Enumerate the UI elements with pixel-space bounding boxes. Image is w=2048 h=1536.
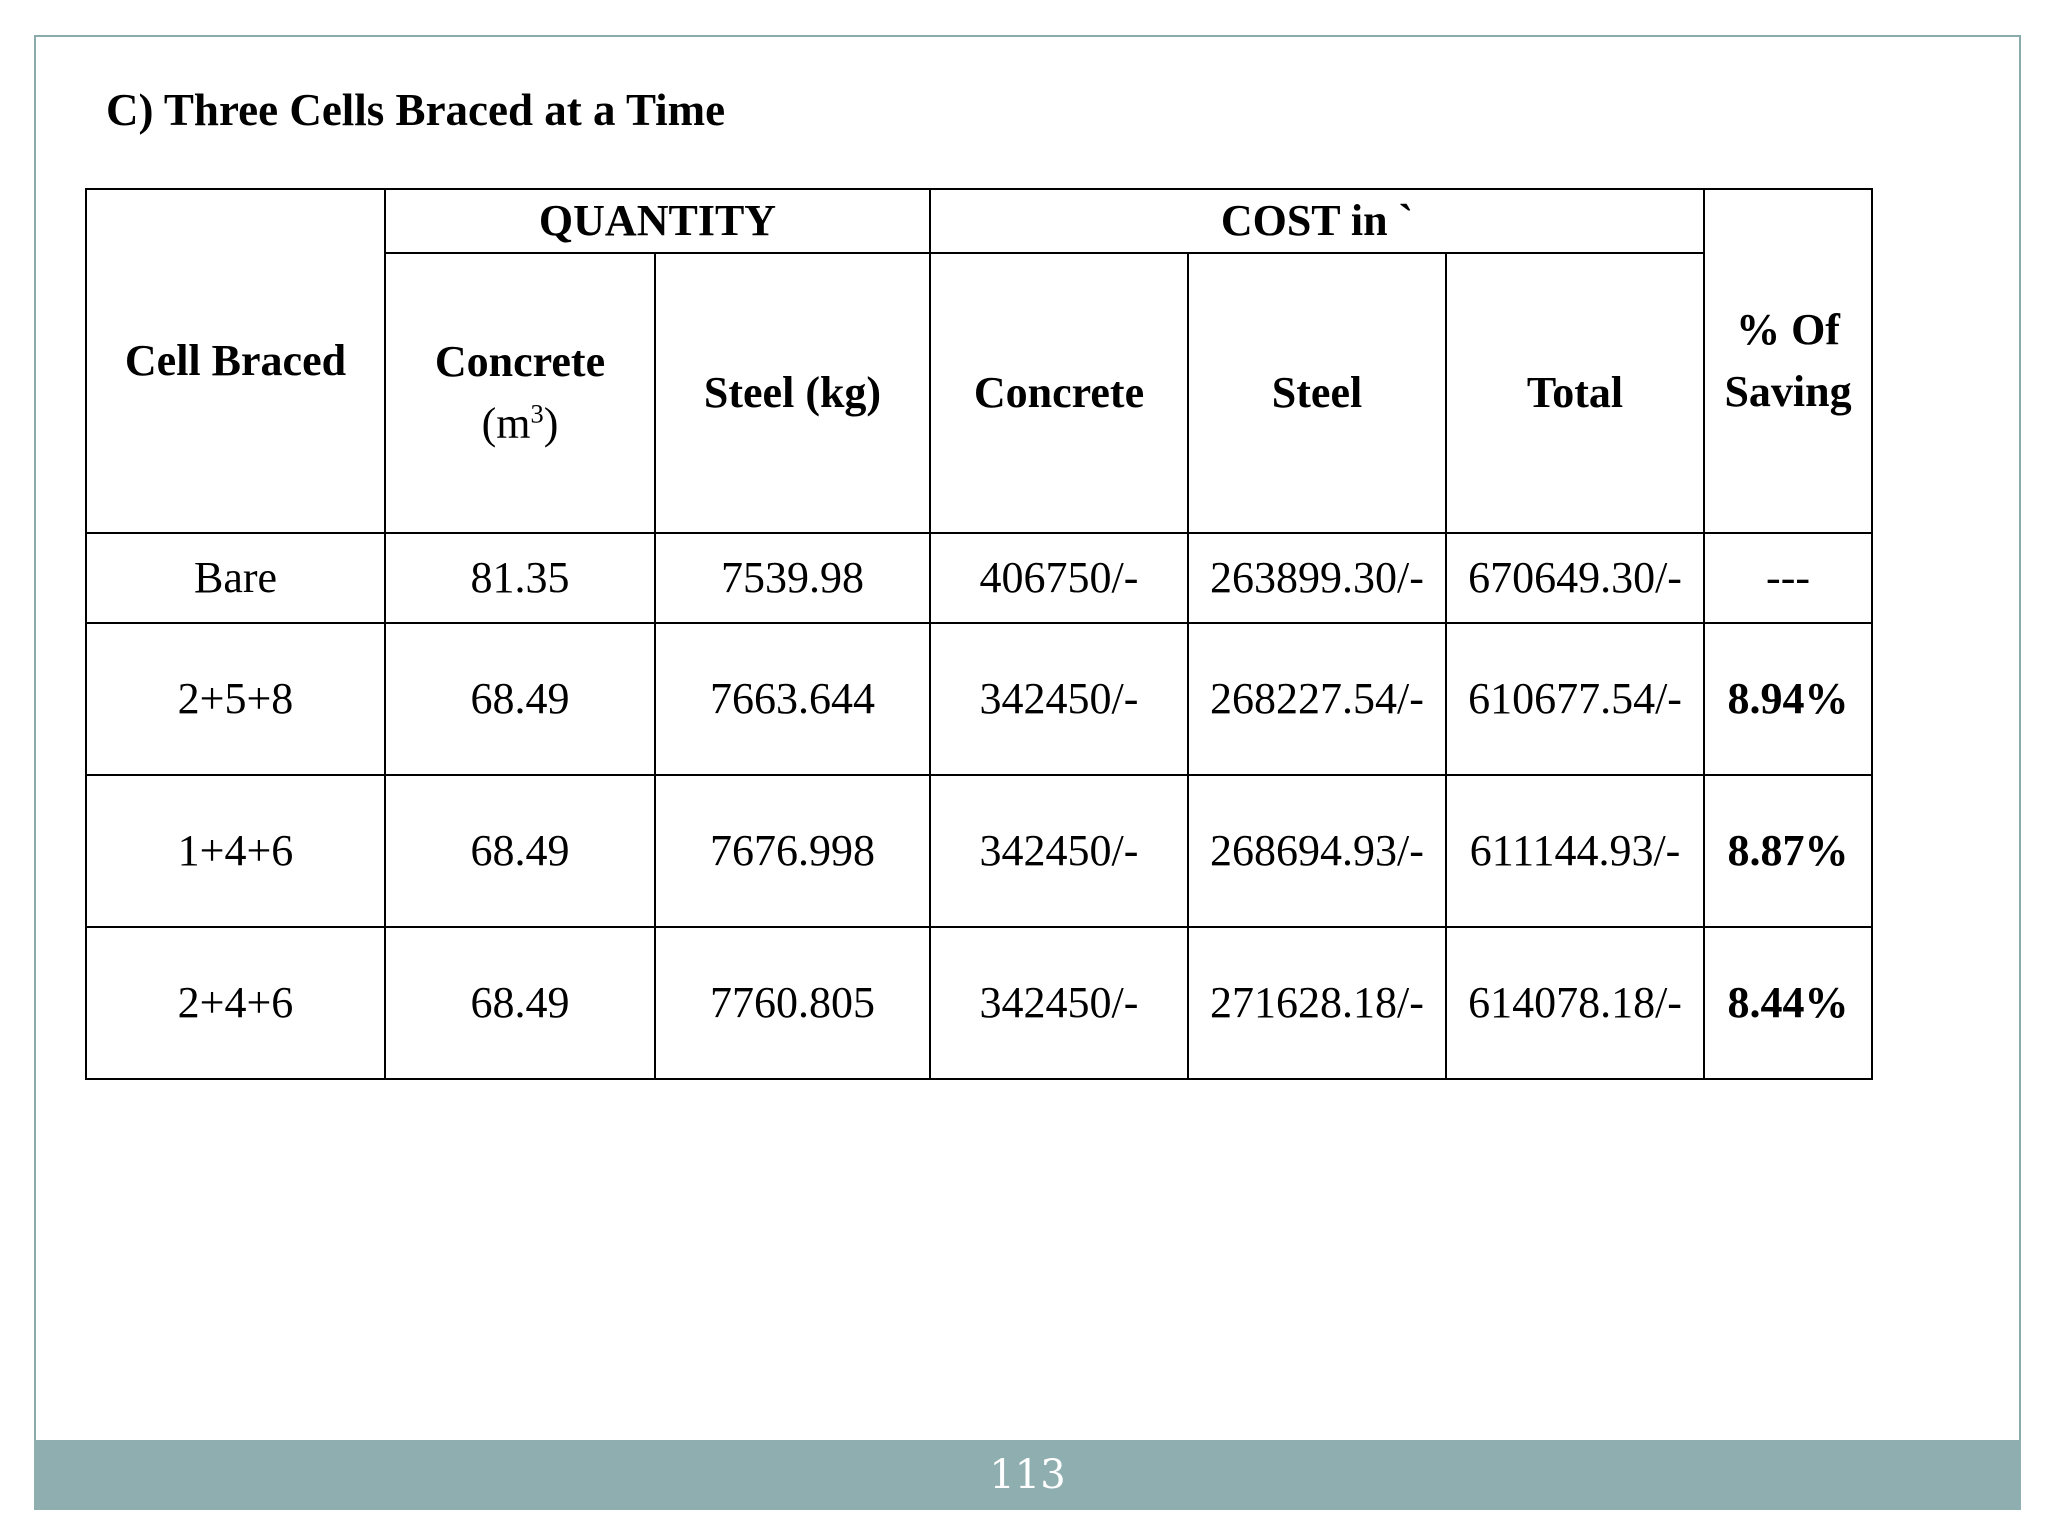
header-cost-group: COST in ` bbox=[930, 189, 1704, 253]
cell-steel-qty: 7663.644 bbox=[655, 623, 930, 775]
cell-concrete-qty: 68.49 bbox=[385, 927, 655, 1079]
table-row bbox=[86, 927, 1872, 1079]
unit-close: ) bbox=[543, 399, 559, 448]
header-quantity-concrete-unit bbox=[482, 399, 559, 448]
table-row bbox=[86, 775, 1872, 927]
table-row bbox=[86, 533, 1872, 623]
cell-braced: 2+5+8 bbox=[86, 623, 385, 775]
header-quantity-steel: Steel (kg) bbox=[655, 253, 930, 533]
unit-superscript: 3 bbox=[530, 398, 544, 429]
slide-title: C) Three Cells Braced at a Time bbox=[106, 85, 726, 135]
table-container bbox=[85, 188, 1873, 1080]
header-cost-concrete: Concrete bbox=[930, 253, 1188, 533]
cell-concrete-qty: 68.49 bbox=[385, 775, 655, 927]
header-quantity-group: QUANTITY bbox=[385, 189, 930, 253]
cell-concrete-cost: 342450/- bbox=[930, 927, 1188, 1079]
cell-steel-cost: 268227.54/- bbox=[1188, 623, 1446, 775]
cell-total-cost: 610677.54/- bbox=[1446, 623, 1704, 775]
cell-saving: 8.87% bbox=[1704, 775, 1872, 927]
unit-open: (m bbox=[481, 399, 531, 448]
header-cost-steel: Steel bbox=[1188, 253, 1446, 533]
cell-total-cost: 611144.93/- bbox=[1446, 775, 1704, 927]
cell-steel-qty: 7760.805 bbox=[655, 927, 930, 1079]
header-quantity-concrete-label: Concrete bbox=[434, 337, 606, 387]
table-row bbox=[86, 623, 1872, 775]
cell-steel-cost: 268694.93/- bbox=[1188, 775, 1446, 927]
header-saving: % Of Saving bbox=[1704, 189, 1872, 533]
cell-total-cost: 614078.18/- bbox=[1446, 927, 1704, 1079]
cell-concrete-cost: 342450/- bbox=[930, 623, 1188, 775]
cell-concrete-cost: 342450/- bbox=[930, 775, 1188, 927]
header-cost-total: Total bbox=[1446, 253, 1704, 533]
cell-saving: 8.44% bbox=[1704, 927, 1872, 1079]
footer-bar bbox=[34, 1440, 2021, 1510]
cell-total-cost: 670649.30/- bbox=[1446, 533, 1704, 623]
cell-saving: --- bbox=[1704, 533, 1872, 623]
cell-braced: Bare bbox=[86, 533, 385, 623]
table-header-row bbox=[86, 189, 1872, 253]
header-cell-braced: Cell Braced bbox=[86, 189, 385, 533]
page-number: 113 bbox=[989, 1452, 1066, 1498]
cell-steel-cost: 271628.18/- bbox=[1188, 927, 1446, 1079]
cell-steel-cost: 263899.30/- bbox=[1188, 533, 1446, 623]
header-quantity-concrete bbox=[385, 253, 655, 533]
cell-braced: 2+4+6 bbox=[86, 927, 385, 1079]
cell-concrete-qty: 81.35 bbox=[385, 533, 655, 623]
cell-concrete-cost: 406750/- bbox=[930, 533, 1188, 623]
cell-braced: 1+4+6 bbox=[86, 775, 385, 927]
cell-concrete-qty: 68.49 bbox=[385, 623, 655, 775]
cell-steel-qty: 7539.98 bbox=[655, 533, 930, 623]
cell-saving: 8.94% bbox=[1704, 623, 1872, 775]
cell-steel-qty: 7676.998 bbox=[655, 775, 930, 927]
cost-comparison-table bbox=[85, 188, 1873, 1080]
